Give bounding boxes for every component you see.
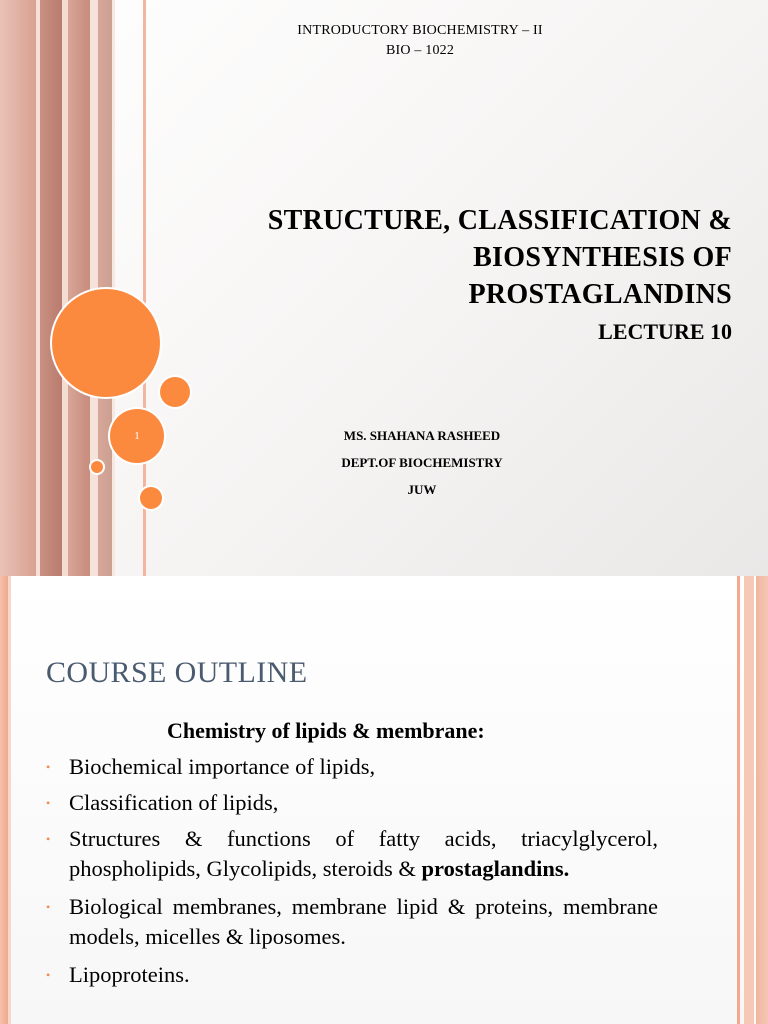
lecture-number: LECTURE 10 (598, 319, 732, 344)
decorative-circle-small (140, 487, 162, 509)
lecture-title-line: PROSTAGLANDINS (468, 279, 732, 310)
outline-item-emphasis: prostaglandins. (421, 856, 570, 881)
decorative-stripe (744, 576, 754, 1024)
decorative-stripe (68, 0, 90, 576)
decorative-circle-medium (160, 377, 190, 407)
course-outline-slide (0, 576, 768, 1024)
author-department: DEPT.OF BIOCHEMISTRY (341, 455, 503, 470)
decorative-stripe (756, 576, 768, 1024)
decorative-stripe (98, 0, 112, 576)
section-subheading: Chemistry of lipids & membrane: (167, 718, 485, 743)
course-name: INTRODUCTORY BIOCHEMISTRY – II (297, 23, 543, 38)
slide-title: COURSE OUTLINE (46, 656, 308, 689)
outline-item (46, 788, 658, 818)
outline-item-text: Biological membranes, membrane lipid & proteins, membrane models, micelles & liposomes. (69, 894, 658, 949)
outline-item-text: Classification of lipids, (69, 790, 279, 815)
slide-number-badge (110, 409, 164, 463)
decorative-stripe (737, 576, 740, 1024)
decorative-circle-small (91, 461, 103, 473)
author-name: MS. SHAHANA RASHEED (343, 428, 501, 443)
author-institution: JUW (407, 482, 437, 497)
decorative-stripe (0, 576, 8, 1024)
outline-item (46, 960, 658, 990)
outline-item-text: Structures & functions of fatty acids, triacylglycerol, phospholipids, Glycolipids, steroids & (69, 826, 658, 881)
outline-item (46, 752, 658, 782)
outline-item-text: Biochemical importance of lipids, (69, 754, 376, 779)
decorative-stripe (90, 0, 98, 576)
slide-number: 1 (134, 430, 140, 442)
decorative-stripe (112, 0, 115, 576)
lecture-title (268, 202, 732, 313)
decorative-stripe (40, 0, 62, 576)
lecture-title-line: STRUCTURE, CLASSIFICATION & (267, 205, 732, 236)
decorative-circle-large (52, 289, 160, 397)
decorative-stripe (0, 0, 36, 576)
outline-list (46, 752, 658, 998)
outline-item (46, 824, 658, 884)
decorative-stripe (8, 576, 11, 1024)
outline-item (46, 892, 658, 952)
lecture-title-line: BIOSYNTHESIS OF (473, 242, 732, 273)
course-code: BIO – 1022 (385, 43, 455, 58)
outline-item-text: Lipoproteins. (69, 962, 190, 987)
